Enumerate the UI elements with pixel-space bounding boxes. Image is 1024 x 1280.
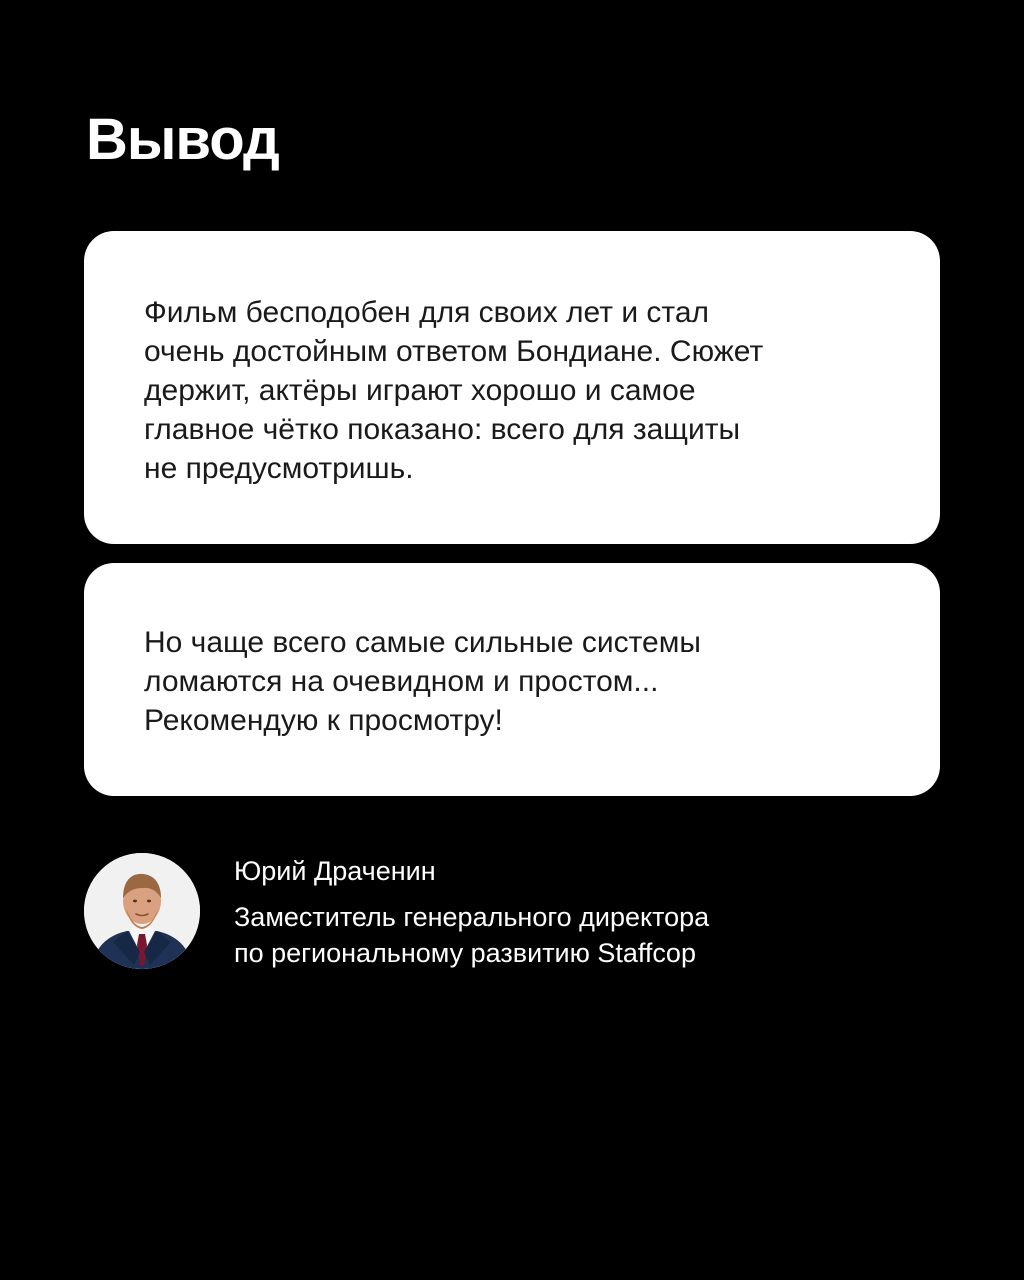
author-title bbox=[234, 899, 709, 971]
recommendation-card bbox=[84, 563, 940, 796]
author-title-line: Заместитель генерального директора bbox=[234, 902, 710, 932]
text-line: очень достойным ответом Бондиане. Сюжет bbox=[144, 335, 764, 368]
author-title-line: по региональному развитию Staffcop bbox=[234, 938, 696, 968]
text-line: держит, актёры играют хорошо и самое bbox=[144, 374, 696, 407]
author-name: Юрий Драченин bbox=[234, 856, 436, 886]
person-portrait-icon bbox=[84, 853, 200, 969]
text-line: Фильм бесподобен для своих лет и стал bbox=[144, 296, 710, 329]
text-line: не предусмотришь. bbox=[144, 452, 414, 485]
text-line: Рекомендую к просмотру! bbox=[144, 704, 503, 737]
author-block bbox=[84, 853, 944, 973]
conclusion-card bbox=[84, 231, 940, 544]
page-title: Вывод bbox=[86, 107, 279, 172]
conclusion-text bbox=[144, 293, 864, 488]
recommendation-text bbox=[144, 623, 864, 740]
text-line: Но чаще всего самые сильные системы bbox=[144, 626, 701, 659]
text-line: главное чётко показано: всего для защиты bbox=[144, 413, 741, 446]
avatar bbox=[84, 853, 200, 969]
text-line: ломаются на очевидном и простом... bbox=[144, 665, 659, 698]
